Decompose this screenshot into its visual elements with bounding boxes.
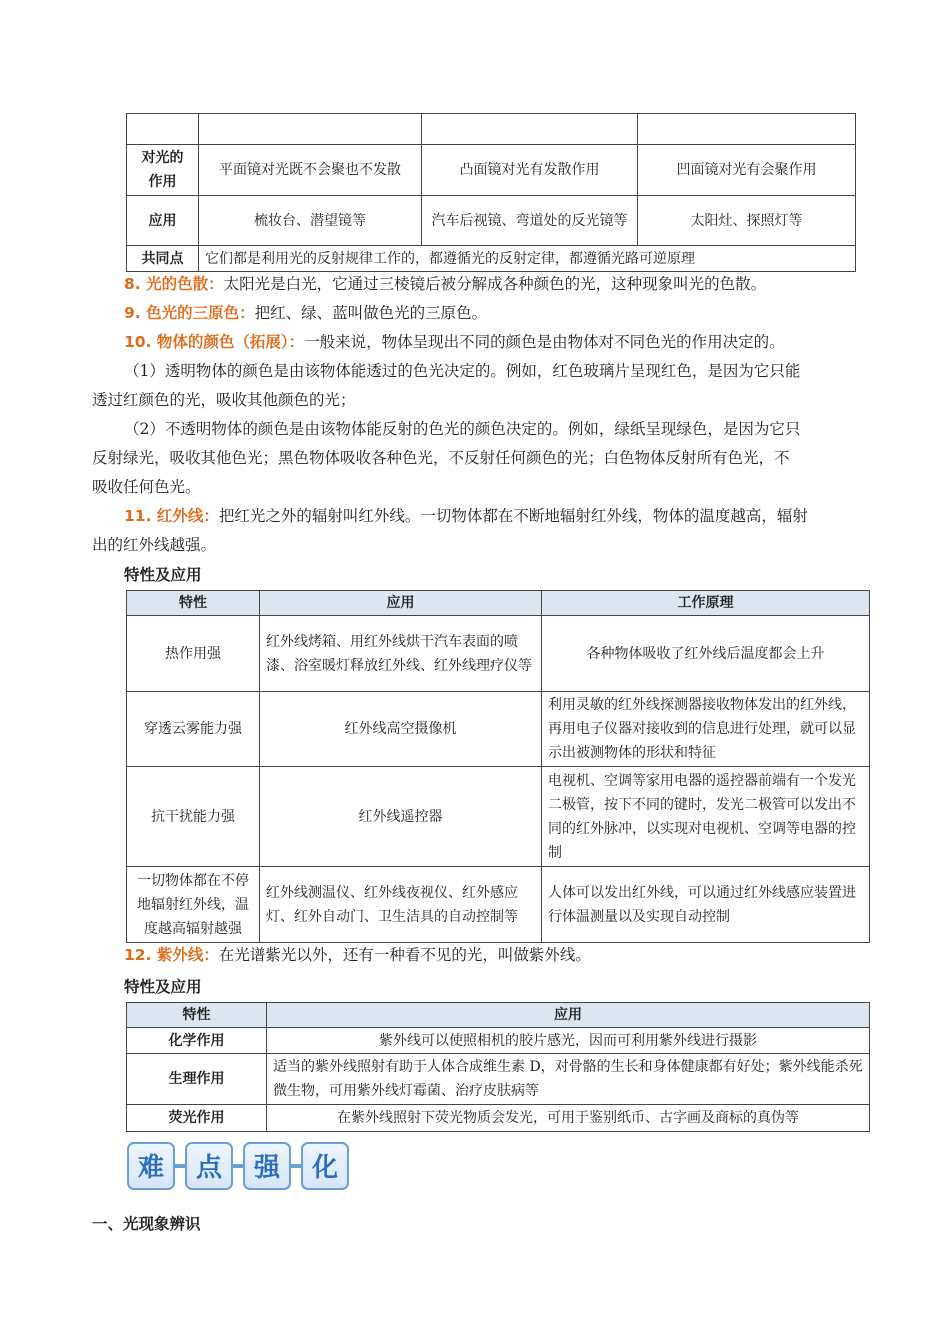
badge-connector <box>291 1164 301 1168</box>
table-cell: 电视机、空调等家用电器的遥控器前端有一个发光二极管，按下不同的键时，发光二极管可以发出不同的红外脉冲，以实现对电视机、空调等电器的控制 <box>542 767 870 867</box>
row-label: 共同点 <box>127 246 199 272</box>
table-cell: 穿透云雾能力强 <box>127 692 260 767</box>
table-header-row <box>127 591 870 616</box>
subheading: 特性及应用 <box>124 566 202 584</box>
table-cell: 热作用强 <box>127 616 260 692</box>
table-cell: 紫外线可以使照相机的胶片感光，因而可利用紫外线进行摄影 <box>267 1028 870 1054</box>
table-cell: 红外线烤箱、用红外线烘干汽车表面的喷漆、浴室暖灯释放红外线、红外线理疗仪等 <box>260 616 542 692</box>
table-cell: 红外线遥控器 <box>260 767 542 867</box>
para-text: 把红、绿、蓝叫做色光的三原色。 <box>254 304 488 322</box>
table-row <box>127 1105 870 1132</box>
badge-char: 强 <box>243 1142 291 1190</box>
table-row <box>127 692 870 767</box>
table-row <box>127 767 870 867</box>
para-key: 12. 紫外线： <box>124 946 219 964</box>
table-row <box>127 1028 870 1054</box>
para-10-2-cont: 反射绿光，吸收其他色光；黑色物体吸收各种色光，不反射任何颜色的光；白色物体反射所有色光，不 <box>92 449 790 467</box>
table-cell: 在紫外线照射下荧光物质会发光，可用于鉴别纸币、古字画及商标的真伪等 <box>267 1105 870 1132</box>
para-10 <box>124 328 785 357</box>
badge-char: 难 <box>127 1142 175 1190</box>
row-label: 对光的 作用 <box>127 145 199 196</box>
para-8 <box>124 270 766 299</box>
table-cell: 化学作用 <box>127 1028 267 1054</box>
badge-connector <box>175 1164 185 1168</box>
table-row <box>127 867 870 943</box>
column-header: 工作原理 <box>542 591 870 616</box>
para-12 <box>124 941 591 970</box>
badge-char: 点 <box>185 1142 233 1190</box>
para-key: 8. 光的色散： <box>124 275 224 293</box>
table-cell: 人体可以发出红外线，可以通过红外线感应装置进行体温测量以及实现自动控制 <box>542 867 870 943</box>
para-text: 在光谱紫光以外，还有一种看不见的光，叫做紫外线。 <box>218 946 591 964</box>
column-header: 特性 <box>127 1003 267 1028</box>
para-key: 11. 红外线： <box>124 507 219 525</box>
table-cell: 各种物体吸收了红外线后温度都会上升 <box>542 616 870 692</box>
para-text: 一般来说，物体呈现出不同的颜色是由物体对不同色光的作用决定的。 <box>304 333 785 351</box>
table-cell: 利用灵敏的红外线探测器接收物体发出的红外线，再用电子仪器对接收到的信息进行处理，就可以显示出被测物体的形状和特征 <box>542 692 870 767</box>
para-10-1: （1）透明物体的颜色是由该物体能透过的色光决定的。例如，红色玻璃片呈现红色，是因为它只能 <box>124 362 801 380</box>
table-cell: 平面镜对光既不会聚也不发散 <box>199 145 422 196</box>
badge-connector <box>233 1164 243 1168</box>
para-text: 把红光之外的辐射叫红外线。一切物体都在不断地辐射红外线，物体的温度越高，辐射 <box>218 507 808 525</box>
table-row <box>127 145 856 196</box>
column-header: 应用 <box>267 1003 870 1028</box>
para-11 <box>124 502 808 531</box>
table-cell: 荧光作用 <box>127 1105 267 1132</box>
table-row <box>127 114 856 145</box>
para-10-2: （2）不透明物体的颜色是由该物体能反射的色光的颜色决定的。例如，绿纸呈现绿色，是因为它只 <box>124 420 801 438</box>
table-cell: 一切物体都在不停地辐射红外线，温度越高辐射越强 <box>127 867 260 943</box>
infrared-table <box>126 590 870 943</box>
table-cell: 它们都是利用光的反射规律工作的，都遵循光的反射定律，都遵循光路可逆原理 <box>199 246 856 272</box>
para-key: 10. 物体的颜色（拓展）： <box>124 333 305 351</box>
para-key: 9. 色光的三原色： <box>124 304 255 322</box>
mirror-table <box>126 113 856 272</box>
subheading: 特性及应用 <box>124 978 202 996</box>
table-row <box>127 616 870 692</box>
table-cell: 红外线高空摄像机 <box>260 692 542 767</box>
table-cell: 适当的紫外线照射有助于人体合成维生素 D，对骨骼的生长和身体健康都有好处；紫外线能杀死微生物，可用紫外线灯霉菌、治疗皮肤病等 <box>267 1054 870 1105</box>
table-cell: 汽车后视镜、弯道处的反光镜等 <box>422 196 638 246</box>
para-10-1-cont: 透过红颜色的光，吸收其他颜色的光； <box>92 391 356 409</box>
table-cell: 凹面镜对光有会聚作用 <box>638 145 856 196</box>
para-text: 太阳光是白光，它通过三棱镜后被分解成各种颜色的光，这种现象叫光的色散。 <box>223 275 767 293</box>
table-row <box>127 1054 870 1105</box>
column-header: 特性 <box>127 591 260 616</box>
table-row <box>127 246 856 272</box>
para-10-2-cont: 吸收任何色光。 <box>92 478 201 496</box>
column-header: 应用 <box>260 591 542 616</box>
table-cell: 红外线测温仪、红外线夜视仪、红外感应灯、红外自动门、卫生洁具的自动控制等 <box>260 867 542 943</box>
table-header-row <box>127 1003 870 1028</box>
table-cell: 生理作用 <box>127 1054 267 1105</box>
table-cell: 梳妆台、潜望镜等 <box>199 196 422 246</box>
table-row <box>127 196 856 246</box>
badge-char: 化 <box>301 1142 349 1190</box>
para-11-cont: 出的红外线越强。 <box>92 536 217 554</box>
section-title: 一、光现象辨识 <box>92 1215 201 1233</box>
table-cell: 凸面镜对光有发散作用 <box>422 145 638 196</box>
table-cell: 太阳灶、探照灯等 <box>638 196 856 246</box>
para-9 <box>124 299 487 328</box>
row-label: 应用 <box>127 196 199 246</box>
table-cell: 抗干扰能力强 <box>127 767 260 867</box>
ultraviolet-table <box>126 1002 870 1132</box>
